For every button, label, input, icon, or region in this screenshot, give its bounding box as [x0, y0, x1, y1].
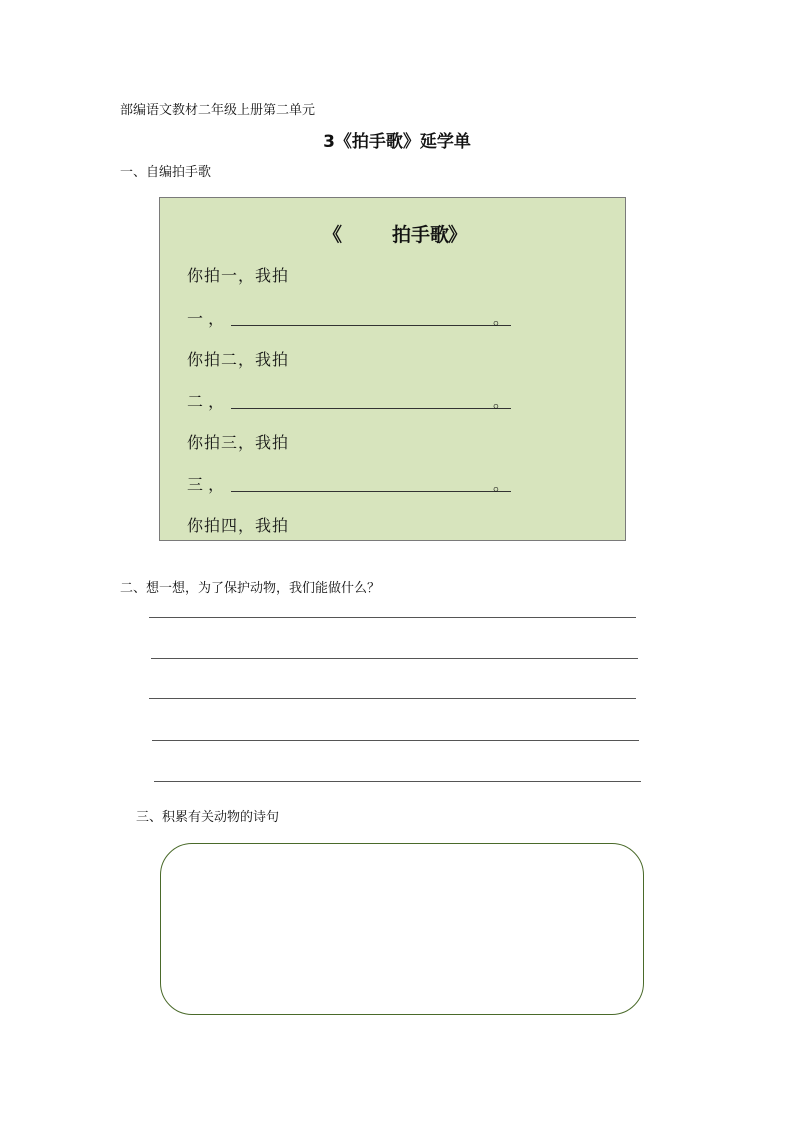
fill-row-end-mark: 。	[493, 392, 510, 411]
answer-line-1[interactable]	[149, 617, 636, 618]
song-title-name: 拍手歌	[392, 224, 450, 246]
song-line-prompt-3: 你拍三，我拍	[187, 433, 290, 452]
song-box	[159, 197, 626, 541]
fill-row-number: 三 ，	[187, 475, 225, 494]
song-line-prompt-1: 你拍一，我拍	[187, 266, 290, 285]
fill-blank-line[interactable]	[231, 408, 511, 409]
answer-line-4[interactable]	[152, 740, 639, 741]
answer-line-2[interactable]	[151, 658, 638, 659]
song-line-prompt-2: 你拍二，我拍	[187, 350, 290, 369]
song-line-prompt-4: 你拍四，我拍	[187, 516, 290, 535]
worksheet-source: 部编语文教材二年级上册第二单元	[120, 103, 316, 118]
fill-row-number: 一 ，	[187, 309, 225, 328]
section-2-heading: 二、想一想，为了保护动物，我们能做什么？	[120, 581, 381, 596]
song-title-left-quote: 《	[323, 224, 343, 246]
poem-writing-box[interactable]	[160, 843, 644, 1015]
page-title: 3《拍手歌》延学单	[323, 132, 471, 152]
answer-line-5[interactable]	[154, 781, 641, 782]
fill-row-3	[187, 472, 517, 494]
fill-blank-line[interactable]	[231, 491, 511, 492]
fill-row-2	[187, 389, 517, 411]
answer-line-3[interactable]	[149, 698, 636, 699]
fill-row-number: 二 ，	[187, 392, 225, 411]
fill-row-end-mark: 。	[493, 475, 510, 494]
fill-row-1	[187, 306, 517, 328]
section-1-heading: 一、自编拍手歌	[120, 165, 212, 180]
song-title-right-quote: 》	[448, 224, 468, 246]
section-3-heading: 三、积累有关动物的诗句	[136, 810, 280, 825]
fill-blank-line[interactable]	[231, 325, 511, 326]
fill-row-end-mark: 。	[493, 309, 510, 328]
